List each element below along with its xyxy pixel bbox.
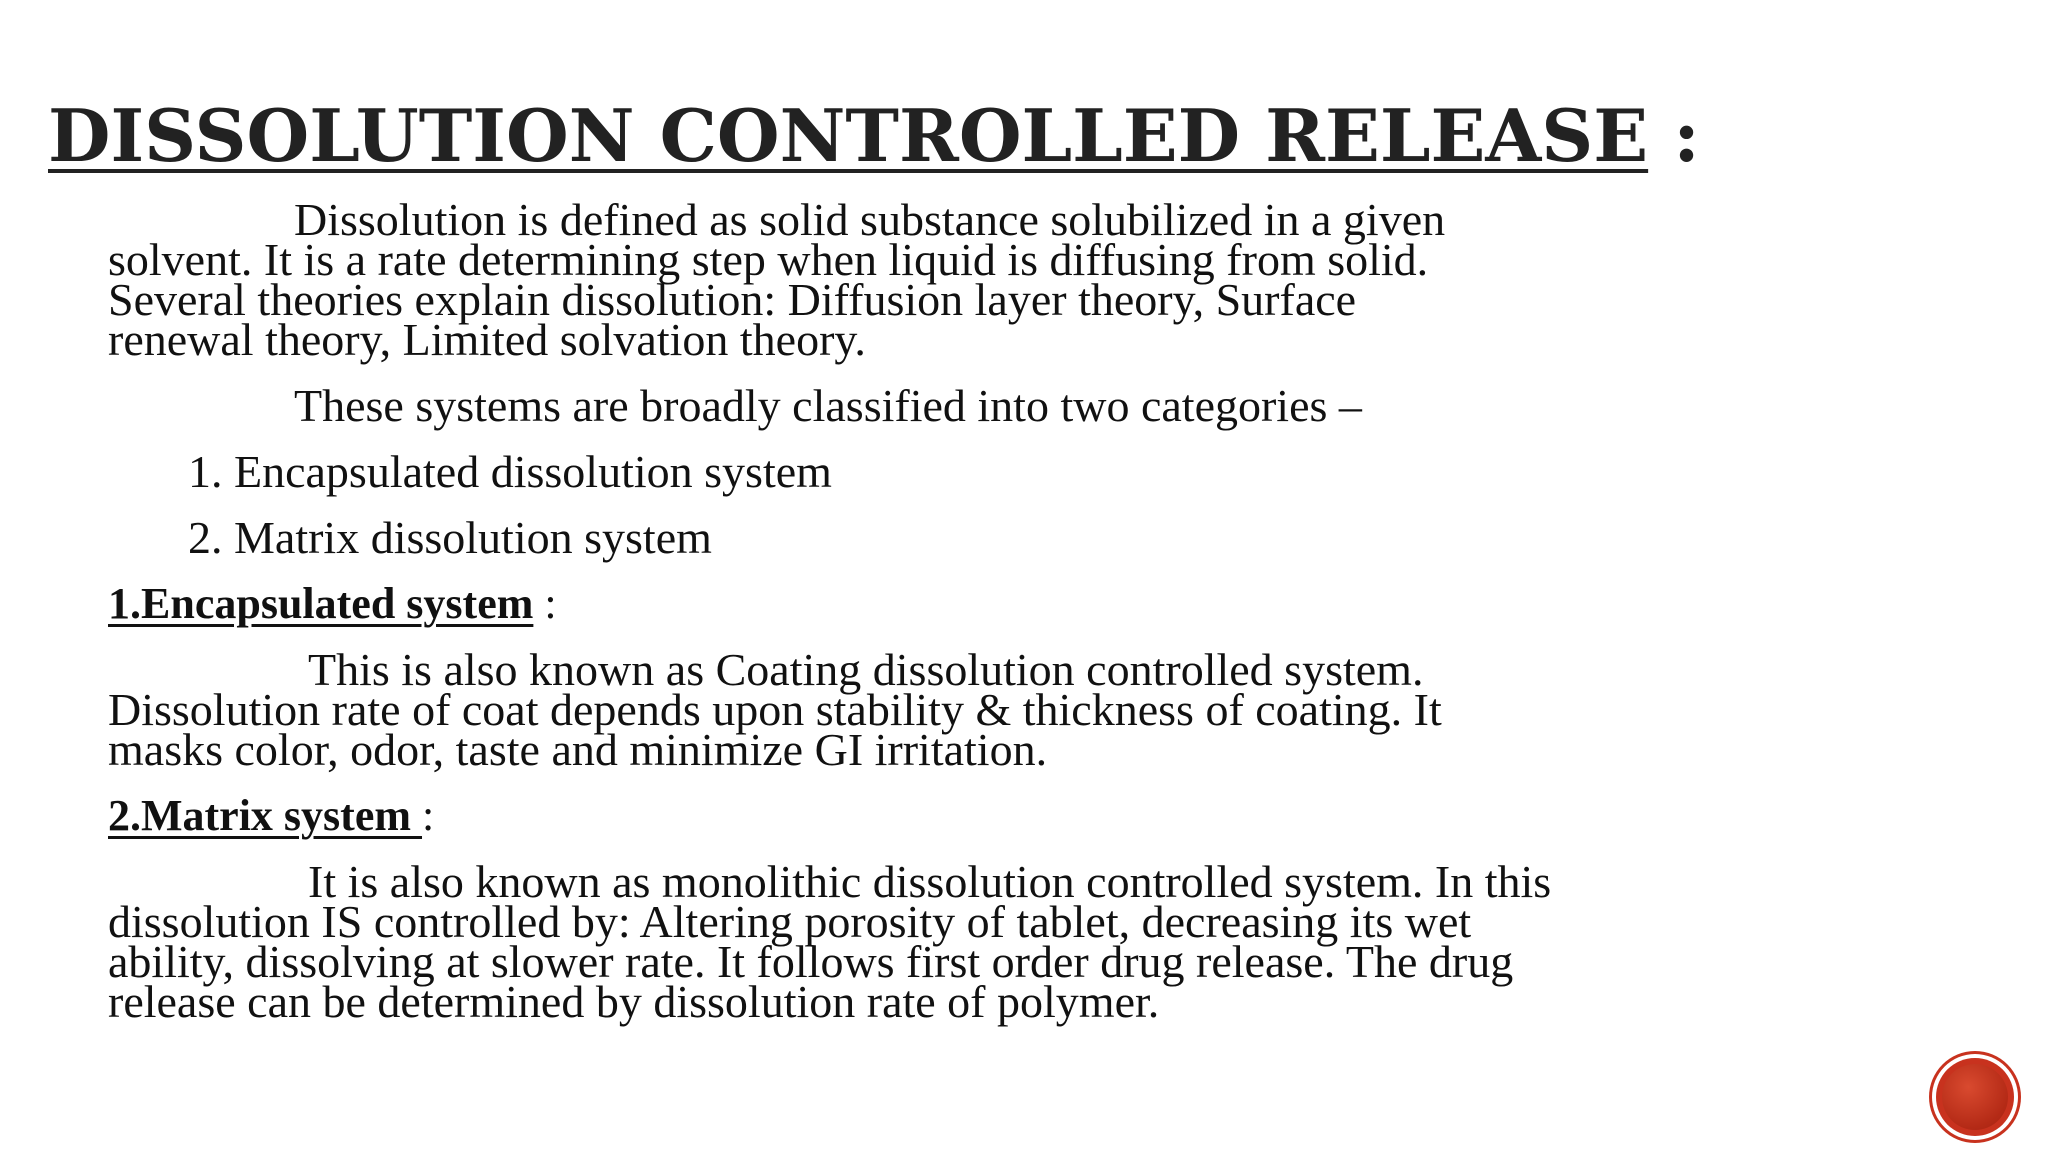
encapsulated-paragraph bbox=[108, 644, 1808, 775]
category-list bbox=[108, 446, 1808, 563]
intro-line-2: solvent. It is a rate determining step when liquid is diffusing from solid. bbox=[108, 234, 1429, 285]
matrix-heading-text: 2.Matrix system bbox=[108, 791, 423, 840]
category-item: 1. Encapsulated dissolution system bbox=[188, 446, 832, 497]
intro-line-3: Several theories explain dissolution: Diffusion layer theory, Surface bbox=[108, 274, 1357, 325]
classification-text: These systems are broadly classified into two categories – bbox=[294, 380, 1362, 431]
intro-paragraph bbox=[108, 194, 1808, 365]
matrix-heading-colon: : bbox=[422, 791, 435, 840]
matrix-line-3: ability, dissolving at slower rate. It follows first order drug release. The drug bbox=[108, 936, 1514, 987]
encapsulated-heading bbox=[108, 579, 1808, 628]
matrix-line-2: dissolution IS controlled by: Altering porosity of tablet, decreasing its wet bbox=[108, 896, 1472, 947]
circle-icon bbox=[1942, 1064, 2008, 1130]
intro-line-4: renewal theory, Limited solvation theory. bbox=[108, 314, 866, 365]
encapsulated-line-1: This is also known as Coating dissolution controlled system. bbox=[308, 644, 1424, 695]
slide-content bbox=[108, 194, 1808, 1027]
matrix-paragraph bbox=[108, 856, 1808, 1027]
intro-line-1: Dissolution is defined as solid substance solubilized in a given bbox=[294, 194, 1446, 245]
category-item: 2. Matrix dissolution system bbox=[188, 512, 712, 563]
encapsulated-heading-colon: : bbox=[533, 579, 557, 628]
slide-title-text: DISSOLUTION CONTROLLED RELEASE bbox=[48, 93, 1649, 178]
encapsulated-heading-text: 1.Encapsulated system bbox=[108, 579, 534, 628]
matrix-line-4: release can be determined by dissolution rate of polymer. bbox=[108, 976, 1160, 1027]
next-slide-button[interactable] bbox=[1936, 1058, 2014, 1136]
matrix-line-1: It is also known as monolithic dissolution controlled system. In this bbox=[308, 856, 1552, 907]
encapsulated-line-2: Dissolution rate of coat depends upon stability & thickness of coating. It bbox=[108, 684, 1442, 735]
matrix-heading bbox=[108, 791, 1808, 840]
encapsulated-line-3: masks color, odor, taste and minimize GI irritation. bbox=[108, 724, 1048, 775]
slide-title-colon: : bbox=[1648, 93, 1700, 178]
slide-title bbox=[48, 93, 1700, 178]
